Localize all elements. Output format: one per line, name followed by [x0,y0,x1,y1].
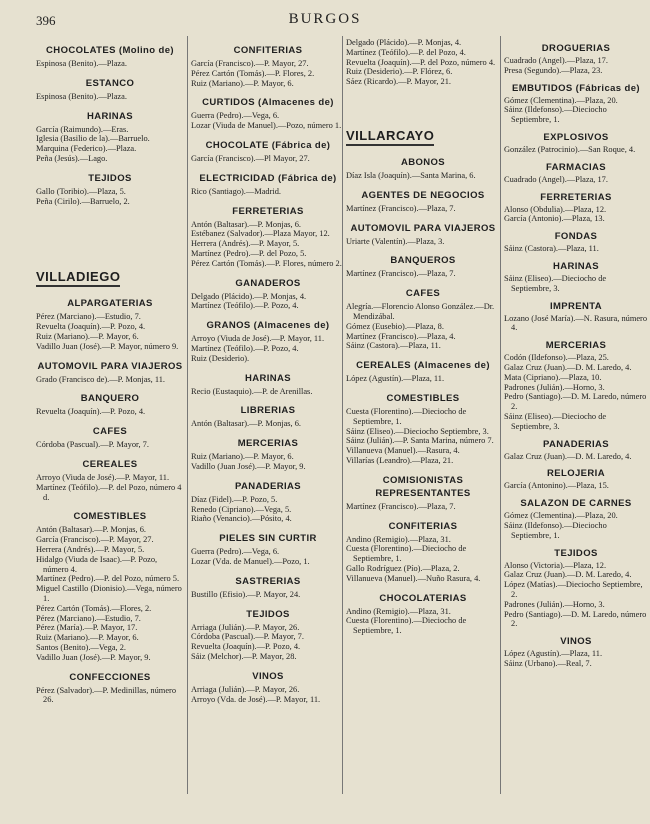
category-heading: ABONOS [400,156,446,168]
directory-entry: Cuadrado (Angel).—Plaza, 17. [504,174,608,184]
category-heading: ALPARGATERIAS [67,298,153,310]
directory-entry: Cuesta (Florentino).—Dieciocho de Septiembre, 1. [346,406,467,426]
directory-entry: Pérez (María).—P. Mayor, 17. [36,623,138,633]
category-heading: PIELES SIN CURTIR [219,533,317,545]
column-rule [187,36,188,794]
directory-entry: Martínez (Francisco).—Plaza, 7. [346,269,456,279]
directory-entry: Córdoba (Pascual).—P. Mayor, 7. [191,632,304,642]
directory-entry: Sáinz (Castora).—Plaza, 11. [346,341,441,351]
directory-entry: Gómez (Clementina).—Plaza, 20. [504,511,618,521]
category-heading: DROGUERIAS [541,43,611,54]
directory-entry: Uriarte (Valentín).—Plaza, 3. [346,236,445,246]
directory-entry: Díaz Isla (Joaquín).—Santa Marina, 6. [346,170,476,180]
directory-entry: Galaz Cruz (Juan).—D. M. Laredo, 4. [504,362,632,372]
category-heading: GRANOS (Almacenes de) [206,320,330,332]
directory-entry: Mata (Cipriano).—Plaza, 10. [504,372,602,382]
directory-entry: Sáinz (Urbano).—Real, 7. [504,658,592,668]
directory-entry: Pérez Cartón (Tomás).—Flores, 2. [36,603,152,613]
category-heading: IMPRENTA [549,300,603,312]
directory-entry: Pérez (Salvador).—P. Medinillas, número 26. [36,685,177,705]
directory-entry: Grado (Francisco de).—P. Monjas, 11. [36,374,166,384]
directory-entry: Villarías (Leandro).—Plaza, 21. [346,455,454,465]
directory-entry: Santos (Benito).—Vega, 2. [36,642,127,652]
category-heading: SASTRERIAS [235,575,301,587]
directory-entry: Córdoba (Pascual).—P. Mayor, 7. [36,440,149,450]
category-heading: EXPLOSIVOS [543,131,609,143]
category-heading: GANADEROS [235,277,301,289]
category-heading: EMBUTIDOS (Fábricas de) [512,82,640,94]
directory-entry: Villanueva (Manuel).—Nuño Rasura, 4. [346,573,481,583]
category-heading: FERRETERIAS [232,205,304,217]
directory-entry: Antón (Baltasar).—P. Monjas, 6. [36,525,147,535]
directory-entry: Ruiz (Mariano).—P. Mayor, 6. [191,452,294,462]
directory-entry: Gómez (Eusebio).—Plaza, 8. [346,321,444,331]
category-heading: HARINAS [86,110,134,122]
directory-entry: Recio (Eustaquio).—P. de Arenillas. [191,386,313,396]
directory-entry: Riaño (Venancio).—Pósito, 4. [191,514,292,524]
directory-entry: Ruiz (Mariano).—P. Mayor, 6. [36,331,139,341]
directory-entry: Estébanez (Salvador).—Plaza Mayor, 12. [191,229,330,239]
directory-entry: Sáiz (Melchor).—P. Mayor, 28. [191,651,297,661]
directory-entry: López (Agustín).—Plaza, 11. [504,649,603,659]
directory-entry: Sáinz (Julián).—P. Santa Marina, número 7. [346,436,494,446]
directory-entry: Arroyo (Viuda de José).—P. Mayor, 11. [36,472,170,482]
directory-entry: Pérez (Marciano).—Estudio, 7. [36,613,141,623]
directory-entry: Sáinz (Eliseo).—Dieciocho de Septiembre, 3. [504,273,607,293]
directory-entry: Guerra (Pedro).—Vega, 6. [191,547,280,557]
directory-entry: Ruiz (Mariano).—P. Mayor, 6. [36,633,139,643]
directory-entry: García (Antonio).—Plaza, 13. [504,214,605,224]
town-heading [346,127,500,146]
category-heading: FONDAS [554,231,598,243]
directory-entry: Cuesta (Florentino).—Dieciocho de Septiembre, 1. [346,544,467,564]
directory-entry: Revuelta (Joaquín).—P. del Pozo, número 4. [346,57,496,67]
directory-entry: Revuelta (Joaquín).—P. Pozo, 4. [36,322,146,332]
directory-entry: López (Agustín).—Plaza, 11. [346,374,445,384]
directory-entry: Cuadrado (Angel).—Plaza, 17. [504,56,608,65]
directory-entry: Sáinz (Eliseo).—Dieciocho Septiembre, 3. [346,426,489,436]
category-heading: ELECTRICIDAD (Fábrica de) [199,172,337,184]
directory-entry: Gómez (Clementina).—Plaza, 20. [504,95,618,105]
town-name: VILLARCAYO [346,128,434,146]
directory-entry: Ruiz (Desiderio).—P. Flórez, 6. [346,67,453,77]
directory-entry: Renedo (Cipriano).—Vega, 5. [191,504,292,514]
column-3 [346,36,500,796]
directory-entry: Padrones (Julián).—Horno, 3. [504,382,605,392]
directory-entry: Pérez Cartón (Tomás).—P. Flores, número 2. [191,258,342,268]
directory-entry: Ruiz (Mariano).—P. Mayor, 6. [191,78,294,88]
column-1 [36,36,184,796]
category-heading: MERCERIAS [237,438,299,450]
category-heading: AGENTES DE NEGOCIOS [361,189,485,201]
category-heading: CHOCOLATE (Fábrica de) [205,139,331,151]
directory-entry: Peña (Jesús).—Lago. [36,153,108,163]
category-heading: TEJIDOS [246,608,290,620]
directory-entry: Martínez (Francisco).—Plaza, 7. [346,203,456,213]
category-heading: LIBRERIAS [240,405,296,417]
directory-entry: Pérez (Marciano).—Estudio, 7. [36,312,141,322]
directory-entry: Antón (Baltasar).—P. Monjas, 6. [191,219,302,229]
category-heading: PANADERIAS [234,480,302,492]
category-heading: MERCERIAS [545,340,607,352]
directory-entry: Iglesia (Basilio de la).—Barruelo. [36,134,150,144]
directory-entry: Herrera (Andrés).—P. Mayor, 5. [191,239,300,249]
directory-entry: Andino (Remigio).—Plaza, 31. [346,606,451,616]
category-heading: HARINAS [244,372,292,384]
directory-entry: Martínez (Teófilo).—P. Pozo, 4. [191,301,299,311]
directory-entry: Revuelta (Joaquín).—P. Pozo, 4. [36,407,146,417]
column-4 [504,36,648,796]
directory-entry: Presa (Segundo).—Plaza, 23. [504,65,603,75]
category-heading: CONFECCIONES [69,671,151,683]
directory-entry: Gallo Rodríguez (Pío).—Plaza, 2. [346,563,460,573]
town-heading [36,268,184,287]
category-heading: CEREALES [82,458,138,470]
directory-entry: Guerra (Pedro).—Vega, 6. [191,111,280,121]
directory-entry: Martínez (Teófilo).—P. Pozo, 4. [191,343,299,353]
category-heading: COMISIONISTAS REPRESENTANTES [375,474,471,499]
directory-entry: Miguel Castillo (Dionisio).—Vega, número 1. [36,584,182,603]
directory-entry: Sáinz (Ildefonso).—Dieciocho Septiembre, 1. [504,105,607,125]
directory-entry: Vadillo Juan (José).—P. Mayor, 9. [36,652,151,662]
directory-entry: Sáinz (Eliseo).—Dieciocho de Septiembre, 3. [504,411,607,431]
category-heading: TEJIDOS [88,172,132,184]
directory-entry: Andino (Remigio).—Plaza, 31. [346,534,451,544]
directory-entry: Espinosa (Benito).—Plaza. [36,91,127,101]
town-name: VILLADIEGO [36,269,120,287]
category-heading: CHOCOLATES (Molino de) [46,45,174,56]
directory-entry: Villanueva (Manuel).—Rasura, 4. [346,446,460,456]
directory-entry: Peña (Cirilo).—Barruelo, 2. [36,196,130,206]
category-heading: AUTOMOVIL PARA VIAJEROS [350,222,496,234]
directory-entry: Martínez (Teófilo).—P. del Pozo, número 4 d. [36,482,182,502]
directory-entry: Pérez Cartón (Tomás).—P. Flores, 2. [191,68,315,78]
category-heading: AUTOMOVIL PARA VIAJEROS [37,360,183,372]
directory-entry: Lozano (José María).—N. Rasura, número 4. [504,313,648,333]
directory-entry: Arriaga (Julián).—P. Mayor, 26. [191,684,300,694]
running-head: BURGOS [288,11,362,27]
directory-entry: García (Antonino).—Plaza, 15. [504,481,609,491]
directory-entry: Espinosa (Benito).—Plaza. [36,59,127,68]
directory-entry: Delgado (Plácido).—P. Monjas, 4. [191,291,307,301]
directory-entry: Vadillo (Juan José).—P. Mayor, 9. [191,461,306,471]
directory-entry: Alegría.—Florencio Alonso González.—Dr. Mendizábal. [346,302,495,321]
category-heading: CONFITERIAS [233,45,303,56]
category-heading: COMESTIBLES [386,392,460,404]
category-heading: CAFES [92,426,128,438]
directory-entry: Pedro (Santiago).—D. M. Laredo, número 2. [504,392,647,412]
directory-entry: González (Patrocinio).—San Roque, 4. [504,144,636,154]
directory-entry: Gallo (Toribio).—Plaza, 5. [36,186,126,196]
directory-entry: Bustillo (Efisio).—P. Mayor, 24. [191,589,301,599]
category-heading: CHOCOLATERIAS [379,592,467,604]
directory-entry: García (Francisco).—P. Mayor, 27. [191,59,309,68]
directory-entry: Arriaga (Julián).—P. Mayor, 26. [191,622,300,632]
directory-entry: Arroyo (Vda. de José).—P. Mayor, 11. [191,694,321,704]
directory-entry: Martínez (Francisco).—Plaza, 4. [346,331,456,341]
directory-entry: Lozar (Vda. de Manuel).—Pozo, 1. [191,556,310,566]
category-heading: BANQUEROS [390,255,456,267]
directory-entry: Pedro (Santiago).—D. M. Laredo, número 2. [504,609,647,629]
directory-entry: Martínez (Teófilo).—P. del Pozo, 4. [346,47,466,57]
directory-entry: Galaz Cruz (Juan).—D. M. Laredo, 4. [504,451,632,461]
directory-entry: Delgado (Plácido).—P. Monjas, 4. [346,38,462,47]
directory-entry: Alonso (Obdulia).—Plaza, 12. [504,204,607,214]
directory-entry: Ruiz (Desiderio). [191,353,250,363]
directory-entry: Arroyo (Viuda de José).—P. Mayor, 11. [191,334,325,344]
category-heading: FARMACIAS [545,161,607,173]
category-heading: SALAZON DE CARNES [520,498,632,510]
directory-entry: Hidalgo (Viuda de Isaac).—P. Pozo, número 4. [36,554,158,574]
category-heading: FERRETERIAS [540,191,612,203]
directory-entry: Marquina (Federico).—Plaza. [36,144,137,154]
directory-entry: Lozar (Viuda de Manuel).—Pozo, número 1. [191,121,342,131]
directory-entry: García (Raimundo).—Eras. [36,124,129,134]
directory-entry: Herrera (Andrés).—P. Mayor, 5. [36,544,145,554]
category-heading: VINOS [252,670,284,682]
directory-entry: Sáez (Ricardo).—P. Mayor, 21. [346,77,452,87]
directory-entry: Antón (Baltasar).—P. Monjas, 6. [191,419,302,429]
directory-entry: García (Francisco).—P. Mayor, 27. [36,535,154,545]
category-heading: VINOS [560,636,592,648]
category-heading: HARINAS [552,260,600,272]
category-heading: CEREALES (Almacenes de) [356,360,490,372]
category-heading: CONFITERIAS [388,520,458,532]
directory-entry: Martínez (Pedro).—P. del Pozo, 5. [191,248,307,258]
category-heading: BANQUERO [80,393,140,405]
directory-entry: Galaz Cruz (Juan).—D. M. Laredo, 4. [504,570,632,580]
directory-entry: Sáinz (Castora).—Plaza, 11. [504,244,599,254]
directory-entry: Vadillo Juan (José).—P. Mayor, número 9. [36,341,179,351]
directory-entry: Martínez (Pedro).—P. del Pozo, número 5. [36,574,180,584]
directory-entry: García (Francisco).—Pl Mayor, 27. [191,153,310,163]
category-heading: ESTANCO [85,77,135,89]
directory-entry: López (Matías).—Dieciocho Septiembre, 2. [504,580,643,599]
directory-entry: Cuesta (Florentino).—Dieciocho de Septiembre, 1. [346,616,467,636]
category-heading: CURTIDOS (Almacenes de) [202,97,334,109]
column-rule [500,36,501,794]
category-heading: TEJIDOS [554,547,598,559]
column-2 [191,36,345,796]
directory-entry: Martínez (Francisco).—Plaza, 7. [346,501,456,511]
category-heading: RELOJERIA [547,468,605,480]
directory-entry: Alonso (Victoria).—Plaza, 12. [504,560,607,570]
directory-entry: Rico (Santiago).—Madrid. [191,186,282,196]
category-heading: PANADERIAS [542,438,610,450]
directory-entry: Padrones (Julián).—Horno, 3. [504,599,605,609]
category-heading: COMESTIBLES [73,511,147,523]
page-number: 396 [36,13,56,28]
directory-entry: Díaz (Fidel).—P. Pozo, 5. [191,494,278,504]
directory-entry: Codón (Ildefonso).—Plaza, 25. [504,353,609,363]
directory-entry: Revuelta (Joaquín).—P. Pozo, 4. [191,642,301,652]
category-heading: CAFES [405,288,441,300]
directory-entry: Sáinz (Ildefonso).—Dieciocho Septiembre, 1. [504,520,607,540]
